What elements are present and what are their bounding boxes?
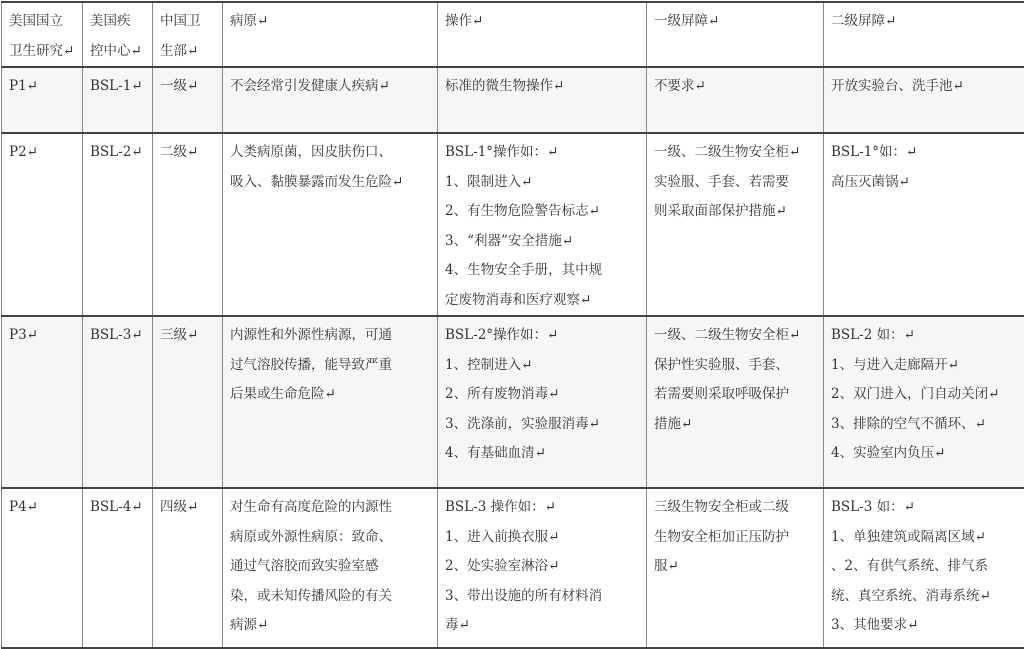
cell-line: 则采取面部保护措施↵: [654, 197, 817, 227]
cell-line: 控中心↵: [90, 37, 146, 67]
cell-line: 生部↵: [160, 37, 216, 67]
header-cell-nih-level: [2, 2, 83, 67]
cell-primary-barrier: [647, 316, 824, 488]
cell-line: 措施↵: [654, 410, 817, 440]
cell-line: 4、实验室内负压↵: [831, 439, 1024, 469]
cell-line: 过气溶胶传播，能导致严重: [230, 351, 431, 381]
table-row: [2, 488, 1024, 648]
cell-pathogen: [223, 67, 438, 133]
cell-line: 4、生物安全手册，其中规: [445, 256, 640, 286]
cell-line: 病原↵: [230, 7, 431, 37]
cell-line: 美国疾: [90, 7, 146, 37]
cell-line: 统、真空系统、消毒系统↵: [831, 582, 1024, 612]
cell-cdc-level: [83, 133, 153, 316]
cell-line: 一级、二级生物安全柜↵: [654, 138, 817, 168]
table-row: [2, 316, 1024, 488]
biosafety-level-table: [1, 1, 1024, 649]
cell-secondary-barrier: [824, 67, 1024, 133]
cell-line: 高压灭菌锅↵: [831, 168, 1024, 198]
cell-line: 1、与进入走廊隔开↵: [831, 351, 1024, 381]
cell-nih-level: [2, 316, 83, 488]
cell-line: 通过气溶胶而致实验室感: [230, 552, 431, 582]
cell-line: 2、双门进入，门自动关闭↵: [831, 380, 1024, 410]
cell-pathogen: [223, 316, 438, 488]
cell-operation: [438, 488, 647, 648]
cell-line: 2、有生物危险警告标志↵: [445, 197, 640, 227]
cell-line: 实验服、手套、若需要: [654, 168, 817, 198]
cell-line: BSL-2↵: [90, 138, 146, 168]
cell-line: 1、限制进入↵: [445, 168, 640, 198]
cell-operation: [438, 133, 647, 316]
cell-line: 中国卫: [160, 7, 216, 37]
cell-line: 3、带出设施的所有材料消: [445, 582, 640, 612]
cell-line: 二级↵: [160, 138, 216, 168]
cell-nih-level: [2, 488, 83, 648]
cell-line: BSL-3 操作如：↵: [445, 493, 640, 523]
cell-secondary-barrier: [824, 488, 1024, 648]
cell-line: 2、处实验室淋浴↵: [445, 552, 640, 582]
cell-china-level: [153, 488, 223, 648]
cell-china-level: [153, 133, 223, 316]
cell-operation: [438, 67, 647, 133]
cell-line: BSL-3↵: [90, 321, 146, 351]
cell-line: 3、“利器”安全措施↵: [445, 227, 640, 257]
cell-line: P4↵: [9, 493, 76, 523]
cell-line: 3、其他要求↵: [831, 611, 1024, 641]
cell-line: 卫生研究↵: [9, 37, 76, 67]
cell-line: 病源↵: [230, 611, 431, 641]
header-row: [2, 2, 1024, 67]
cell-line: 二级屏障↵: [831, 7, 1024, 37]
table-row: [2, 67, 1024, 133]
cell-line: 保护性实验服、手套、: [654, 351, 817, 381]
cell-line: 三级↵: [160, 321, 216, 351]
cell-line: 人类病原菌，因皮肤伤口、: [230, 138, 431, 168]
cell-line: 1、进入前换衣服↵: [445, 523, 640, 553]
header-cell-primary-barrier: [647, 2, 824, 67]
cell-line: BSL-4↵: [90, 493, 146, 523]
cell-line: 吸入、黏膜暴露而发生危险↵: [230, 168, 431, 198]
cell-primary-barrier: [647, 67, 824, 133]
cell-line: 操作↵: [445, 7, 640, 37]
cell-line: 服↵: [654, 552, 817, 582]
header-cell-secondary-barrier: [824, 2, 1024, 67]
cell-line: 四级↵: [160, 493, 216, 523]
cell-line: BSL-3 如：↵: [831, 493, 1024, 523]
cell-line: 生物安全柜加正压防护: [654, 523, 817, 553]
cell-line: BSL-1↵: [90, 72, 146, 102]
cell-operation: [438, 316, 647, 488]
cell-line: 不会经常引发健康人疾病↵: [230, 72, 431, 102]
cell-line: P1↵: [9, 72, 76, 102]
cell-line: 染，或未知传播风险的有关: [230, 582, 431, 612]
cell-line: 标准的微生物操作↵: [445, 72, 640, 102]
cell-pathogen: [223, 133, 438, 316]
cell-line: 一级↵: [160, 72, 216, 102]
cell-line: 美国国立: [9, 7, 76, 37]
cell-secondary-barrier: [824, 133, 1024, 316]
cell-line: 不要求↵: [654, 72, 817, 102]
cell-primary-barrier: [647, 488, 824, 648]
cell-line: 对生命有高度危险的内源性: [230, 493, 431, 523]
cell-line: 3、排除的空气不循环、↵: [831, 410, 1024, 440]
cell-line: BSL-1°如：↵: [831, 138, 1024, 168]
cell-line: 一级屏障↵: [654, 7, 817, 37]
cell-cdc-level: [83, 67, 153, 133]
cell-line: 一级、二级生物安全柜↵: [654, 321, 817, 351]
cell-nih-level: [2, 67, 83, 133]
header-cell-pathogen: [223, 2, 438, 67]
cell-line: P2↵: [9, 138, 76, 168]
table-row: [2, 133, 1024, 316]
cell-line: 若需要则采取呼吸保护: [654, 380, 817, 410]
cell-line: 1、单独建筑或隔离区域↵: [831, 523, 1024, 553]
cell-line: 内源性和外源性病源，可通: [230, 321, 431, 351]
cell-china-level: [153, 67, 223, 133]
cell-secondary-barrier: [824, 316, 1024, 488]
header-cell-china-level: [153, 2, 223, 67]
cell-line: 病原或外源性病原：致命、: [230, 523, 431, 553]
cell-line: 1、控制进入↵: [445, 351, 640, 381]
header-cell-cdc-level: [83, 2, 153, 67]
cell-line: 、2、有供气系统、排气系: [831, 552, 1024, 582]
cell-primary-barrier: [647, 133, 824, 316]
cell-line: 4、有基础血清↵: [445, 439, 640, 469]
cell-line: 3、洗涤前，实验服消毒↵: [445, 410, 640, 440]
cell-line: 定废物消毒和医疗观察↵: [445, 286, 640, 316]
cell-line: 2、所有废物消毒↵: [445, 380, 640, 410]
cell-line: 毒↵: [445, 611, 640, 641]
cell-line: 后果或生命危险↵: [230, 380, 431, 410]
cell-line: BSL-1°操作如：↵: [445, 138, 640, 168]
cell-line: BSL-2 如：↵: [831, 321, 1024, 351]
cell-line: BSL-2°操作如：↵: [445, 321, 640, 351]
cell-nih-level: [2, 133, 83, 316]
cell-line: P3↵: [9, 321, 76, 351]
cell-cdc-level: [83, 316, 153, 488]
cell-cdc-level: [83, 488, 153, 648]
cell-line: 开放实验台、洗手池↵: [831, 72, 1024, 102]
cell-china-level: [153, 316, 223, 488]
cell-line: 三级生物安全柜或二级: [654, 493, 817, 523]
cell-pathogen: [223, 488, 438, 648]
header-cell-operation: [438, 2, 647, 67]
